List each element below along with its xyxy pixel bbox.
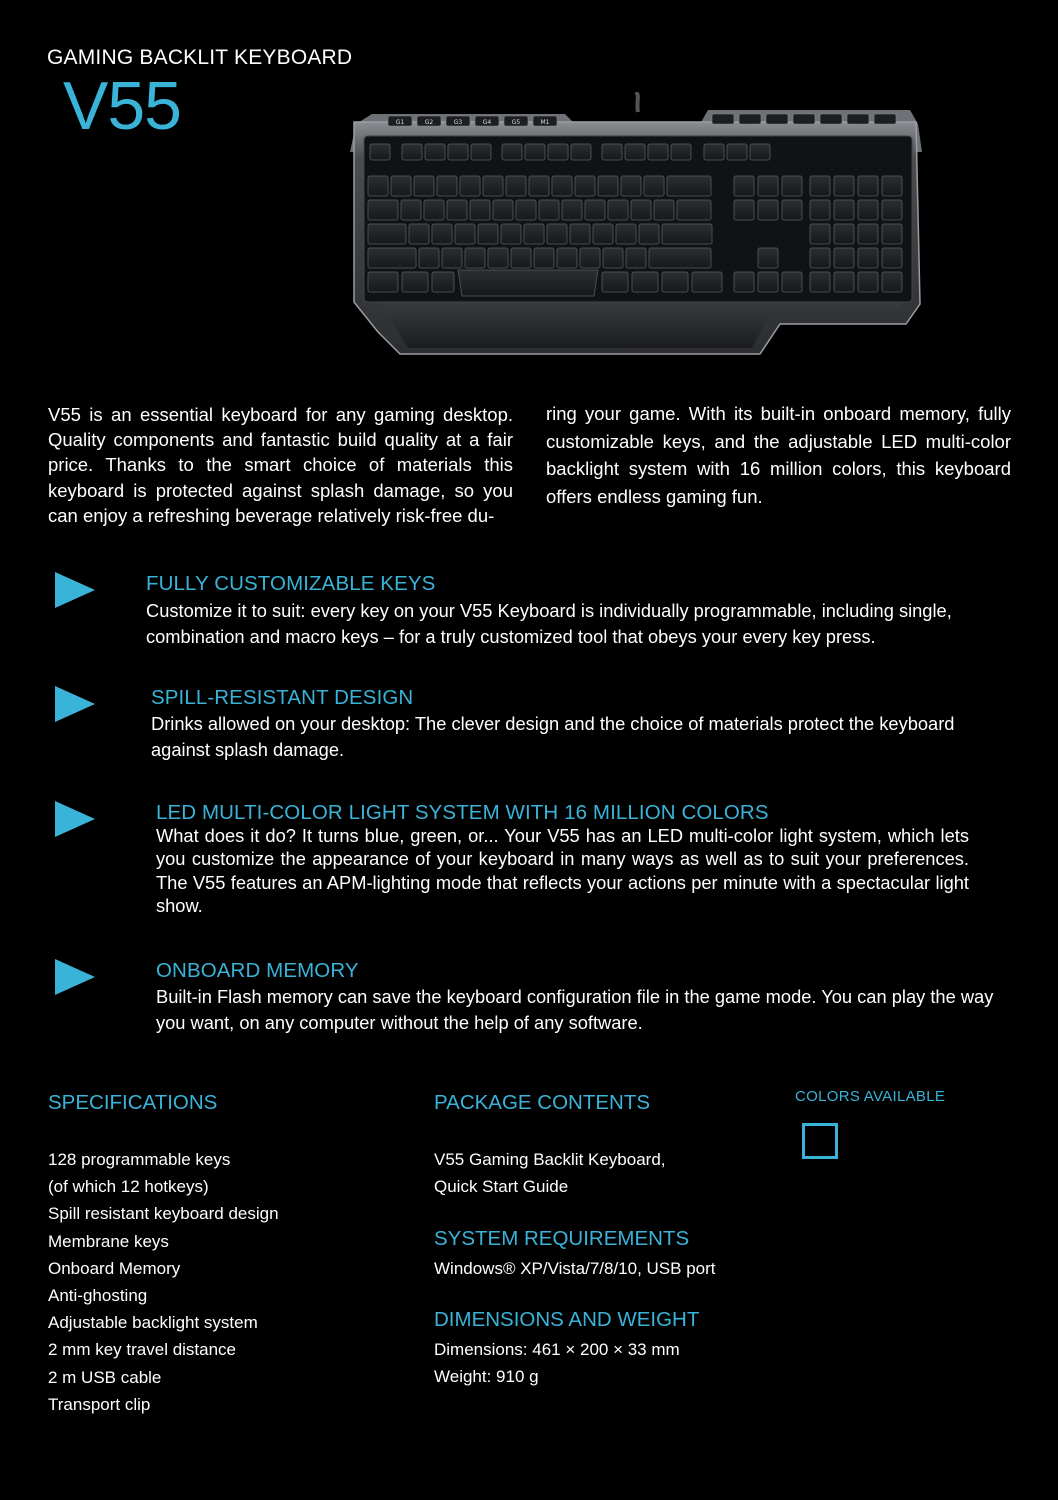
keyboard-key [750, 144, 770, 160]
keyboard-key [501, 224, 521, 244]
feature-body: Drinks allowed on your desktop: The clever design and the choice of materials protect the keyboard against splash damage. [151, 713, 955, 760]
keyboard-key [858, 176, 878, 196]
keyboard-key [562, 200, 582, 220]
keyboard-key [882, 248, 902, 268]
keyboard-key [506, 176, 526, 196]
keyboard-key [539, 200, 559, 220]
keyboard-key [758, 200, 778, 220]
specifications-list [48, 1146, 378, 1418]
spec-item: (of which 12 hotkeys) [48, 1177, 209, 1197]
keyboard-key [585, 200, 605, 220]
keyboard-key [437, 176, 457, 196]
feature-title: LED MULTI-COLOR LIGHT SYSTEM WITH 16 MILLION COLORS [156, 801, 769, 824]
keyboard-key [391, 176, 411, 196]
keyboard-key [810, 272, 830, 292]
keyboard-key [432, 272, 454, 292]
keyboard-key [368, 224, 406, 244]
keyboard-key [414, 176, 434, 196]
g-key-label: G3 [453, 119, 463, 126]
keyboard-key [470, 200, 490, 220]
keyboard-key [478, 224, 498, 244]
dimensions-list [434, 1336, 794, 1390]
keyboard-key [662, 272, 688, 292]
keyboard-key [593, 224, 613, 244]
keyboard-key [524, 224, 544, 244]
keyboard-key [810, 248, 830, 268]
keyboard-key [782, 176, 802, 196]
keyboard-key [370, 144, 390, 160]
dimensions-heading: DIMENSIONS AND WEIGHT [434, 1308, 700, 1331]
spec-item: 2 mm key travel distance [48, 1340, 237, 1360]
feature-body: What does it do? It turns blue, green, or... Your V55 has an LED multi-color light system, which lets you customize the appearance of your keyboard in many ways as well as to suit your preferences. The V55 features an APM-lighting mode that reflects your actions per minute with a spectacular light show. [156, 825, 969, 917]
keyboard-key [662, 224, 712, 244]
keyboard-key [734, 200, 754, 220]
keyboard-key [557, 248, 577, 268]
dimensions-item: Dimensions: 461 × 200 × 33 mm [434, 1340, 680, 1359]
keyboard-key [758, 272, 778, 292]
keyboard-key [810, 200, 830, 220]
keyboard-key [409, 224, 429, 244]
keyboard-key [667, 176, 711, 196]
media-key [766, 114, 788, 124]
keyboard-key [483, 176, 503, 196]
keyboard-key [608, 200, 628, 220]
spec-item: Spill resistant keyboard design [48, 1204, 279, 1224]
keyboard-key [575, 176, 595, 196]
keyboard-key [882, 200, 902, 220]
keyboard-key [493, 200, 513, 220]
keyboard-key [447, 200, 467, 220]
keyboard-key [529, 176, 549, 196]
g-key-label: G4 [482, 119, 492, 126]
keyboard-key [858, 224, 878, 244]
keyboard-key [758, 176, 778, 196]
keyboard-key [734, 176, 754, 196]
product-kicker: GAMING BACKLIT KEYBOARD [47, 46, 353, 69]
model-name: V55 [63, 68, 181, 144]
keyboard-key [368, 272, 398, 292]
feature-body: Customize it to suit: every key on your V55 Keyboard is individually programmable, including single, combination and macro keys – for a truly customized tool that obeys your every key press. [146, 600, 952, 647]
keyboard-key [858, 272, 878, 292]
keyboard-key [547, 224, 567, 244]
keyboard-key [810, 224, 830, 244]
keyboard-key [598, 176, 618, 196]
keyboard-key [727, 144, 747, 160]
keyboard-key [782, 200, 802, 220]
keyboard-key [425, 144, 445, 160]
keyboard-key [488, 248, 508, 268]
keyboard-key [603, 248, 623, 268]
keyboard-key [834, 224, 854, 244]
colors-available-label: COLORS AVAILABLE [795, 1088, 946, 1105]
keyboard-key [602, 144, 622, 160]
keyboard-key [616, 224, 636, 244]
keyboard-key [882, 176, 902, 196]
keyboard-key [882, 224, 902, 244]
feature-led-light-system [55, 801, 1000, 921]
g-key-label: G1 [395, 119, 405, 126]
keyboard-key [625, 144, 645, 160]
media-key [820, 114, 842, 124]
keyboard-key [571, 144, 591, 160]
media-key [847, 114, 869, 124]
feature-spill-resistant [55, 686, 1000, 766]
feature-title: FULLY CUSTOMIZABLE KEYS [146, 572, 436, 595]
spec-item: 2 m USB cable [48, 1367, 162, 1387]
keyboard-key [602, 272, 628, 292]
spec-item: Adjustable backlight system [48, 1313, 258, 1333]
intro-right-text: ring your game. With its built-in onboard memory, fully customizable keys, and the adjustable LED multi-color backlight system with 16 million colors, this keyboard offers endless gaming fun. [546, 403, 1011, 507]
feature-title: SPILL-RESISTANT DESIGN [151, 686, 414, 709]
feature-customizable-keys [55, 572, 1000, 652]
color-swatch-black [802, 1123, 838, 1159]
keyboard-key [502, 144, 522, 160]
keyboard-key [626, 248, 646, 268]
keyboard-key [419, 248, 439, 268]
keyboard-key [639, 224, 659, 244]
keyboard-key [621, 176, 641, 196]
media-key [712, 114, 734, 124]
keyboard-key [525, 144, 545, 160]
package-item: Quick Start Guide [434, 1177, 569, 1197]
package-contents-heading: PACKAGE CONTENTS [434, 1091, 651, 1114]
keyboard-key [810, 176, 830, 196]
keyboard-key [782, 272, 802, 292]
keyboard-key [368, 248, 416, 268]
feature-onboard-memory [55, 959, 1000, 1039]
keyboard-key [368, 176, 388, 196]
media-key [739, 114, 761, 124]
keyboard-key [465, 248, 485, 268]
weight-item: Weight: 910 g [434, 1367, 539, 1387]
keyboard-key [858, 248, 878, 268]
play-arrow-icon [55, 959, 95, 995]
keyboard-key [677, 200, 711, 220]
g-key-label: G2 [424, 119, 434, 126]
g-key-label: M1 [540, 119, 550, 126]
keyboard-key [402, 272, 428, 292]
specifications-heading: SPECIFICATIONS [48, 1091, 218, 1114]
keyboard-key [882, 272, 902, 292]
keyboard-key [758, 248, 778, 268]
keyboard-key [632, 272, 658, 292]
keyboard-key [671, 144, 691, 160]
intro-left-text: V55 is an essential keyboard for any gaming desktop. Quality components and fantastic build quality at a fair price. Thanks to the smart choice of materials this keyboard is protected against splash damage, so you can enjoy a refreshing beverage relatively risk-free du- [48, 404, 513, 526]
keyboard-key [580, 248, 600, 268]
spec-item: Transport clip [48, 1394, 151, 1414]
keyboard-key [858, 200, 878, 220]
keyboard-key [516, 200, 536, 220]
keyboard-key [368, 200, 398, 220]
keyboard-key [471, 144, 491, 160]
feature-title: ONBOARD MEMORY [156, 959, 359, 982]
package-contents-list [434, 1146, 764, 1200]
keyboard-key [654, 200, 674, 220]
keyboard-key [548, 144, 568, 160]
play-arrow-icon [55, 686, 95, 722]
keyboard-key [534, 248, 554, 268]
keyboard-key [442, 248, 462, 268]
media-key [874, 114, 896, 124]
system-requirements-list [434, 1255, 794, 1282]
system-item: Windows® XP/Vista/7/8/10, USB port [434, 1259, 716, 1278]
keyboard-key [511, 248, 531, 268]
keyboard-key [455, 224, 475, 244]
keyboard-key [834, 272, 854, 292]
keyboard-key [424, 200, 444, 220]
keyboard-key [570, 224, 590, 244]
spec-item: Anti-ghosting [48, 1286, 148, 1306]
spec-item: Membrane keys [48, 1231, 169, 1251]
feature-body: Built-in Flash memory can save the keyboard configuration file in the game mode. You can play the way you want, on any computer without the help of any software. [156, 986, 994, 1033]
media-key [793, 114, 815, 124]
keyboard-key [648, 144, 668, 160]
keyboard-key [432, 224, 452, 244]
system-requirements-heading: SYSTEM REQUIREMENTS [434, 1227, 690, 1250]
keyboard-key [834, 248, 854, 268]
keyboard-key [834, 176, 854, 196]
keyboard-key [649, 248, 711, 268]
keyboard-key [401, 200, 421, 220]
spec-item: 128 programmable keys [48, 1150, 231, 1169]
keyboard-key [704, 144, 724, 160]
package-item: V55 Gaming Backlit Keyboard, [434, 1150, 666, 1169]
g-key-label: G5 [511, 119, 521, 126]
keyboard-image [350, 92, 922, 357]
keyboard-key [448, 144, 468, 160]
spec-item: Onboard Memory [48, 1258, 181, 1278]
play-arrow-icon [55, 801, 95, 837]
keyboard-key [552, 176, 572, 196]
keyboard-key [631, 200, 651, 220]
keyboard-key [734, 272, 754, 292]
keyboard-key [692, 272, 722, 292]
keyboard-key [834, 200, 854, 220]
play-arrow-icon [55, 572, 95, 608]
keyboard-key [644, 176, 664, 196]
keyboard-key [402, 144, 422, 160]
keyboard-key [460, 176, 480, 196]
